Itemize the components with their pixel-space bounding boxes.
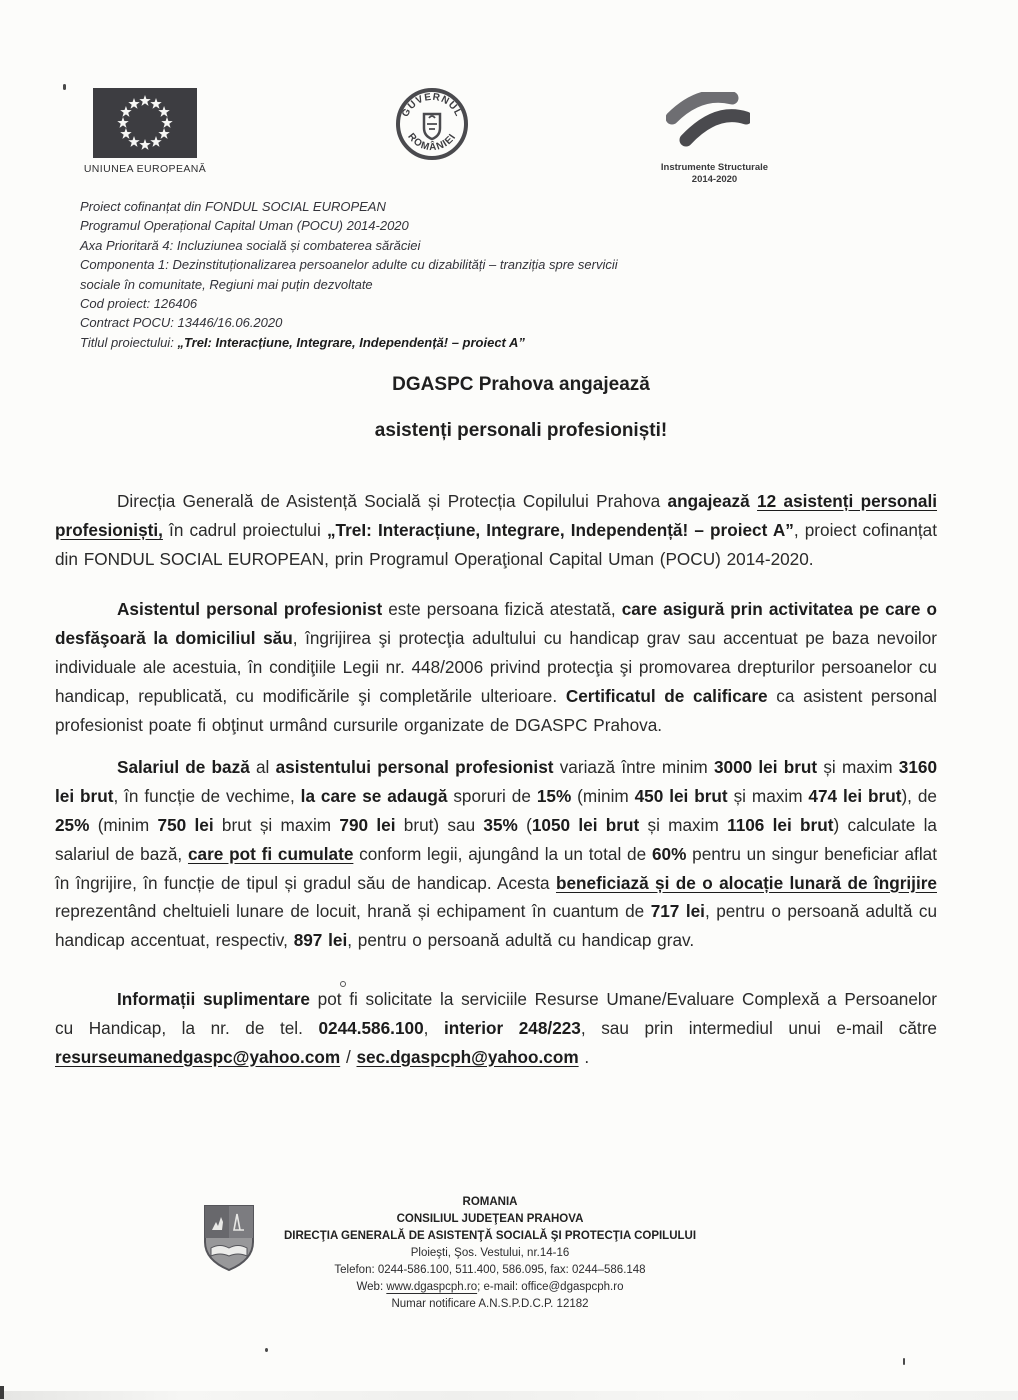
project-info-block [80, 197, 658, 352]
paragraph-contact: Informații suplimentare pot fi solicitate la serviciile Resurse Umane/Evaluare Complexă a Persoanelor cu Handicap, la nr. de tel. 0244.586.100, interior 248/223, sau prin intermediul unui e-mail către resurseumanedgaspc@yahoo.com / sec.dgaspcph@yahoo.com . [55, 988, 938, 1067]
eu-flag-caption: UNIUNEA EUROPEANĂ [83, 163, 207, 175]
paragraph-salary: Salariul de bază al asistentului personal profesionist variază între minim 3000 lei brut și maxim 3160 lei brut, în funcție de vechime, la care se adaugă sporuri de 15% (minim 450 lei brut și maxim 474 lei brut), de 25% (minim 750 lei brut și maxim 790 lei brut) sau 35% (1050 lei brut și maxim 1106 lei brut) calculate la salariul de bază, care pot fi cumulate conform legii, ajungând la un total de 60% pentru un singur beneficiar aflat în îngrijire, în funcție de tipul și gradul său de handicap. Acesta beneficiază și de o alocație lunară de îngrijire reprezentând cheltuieli lunare de locuit, hrană și echipament în cuantum de 717 lei, pentru o persoană adultă cu handicap accentuat, respectiv, 897 lei, pentru o persoană adultă cu handicap grav. [55, 757, 938, 951]
project-info-line-code: Cod proiect: 126406 [80, 296, 198, 312]
footer-phone: Telefon: 0244-586.100, 511.400, 586.095, fax: 0244–586.148 [334, 1264, 646, 1276]
announcement-title-block [12, 374, 1018, 442]
structural-instruments-caption-line1: Instrumente Structurale [660, 162, 769, 173]
structural-instruments-logo-icon [666, 92, 750, 160]
footer-country: ROMANIA [462, 1196, 518, 1208]
government-romania-seal-icon [396, 88, 468, 160]
scan-edge-band [0, 1391, 1018, 1400]
scan-speck [340, 981, 346, 987]
project-info-line-contract: Contract POCU: 13446/16.06.2020 [80, 315, 283, 331]
footer-county-council: CONSILIUL JUDEŢEAN PRAHOVA [396, 1213, 584, 1225]
eu-flag-icon [93, 88, 197, 158]
project-info-line-component: Componenta 1: Dezinstituționalizarea persoanelor adulte cu dizabilități – tranziția spre servicii sociale în comunitate, Regiuni mai puțin dezvoltate [80, 257, 618, 292]
footer-notification-number: Numar notificare A.N.S.P.D.C.P. 12182 [391, 1298, 589, 1310]
project-info-line-axis: Axa Prioritară 4: Incluziunea socială și combaterea sărăciei [80, 237, 421, 253]
scan-speck [903, 1358, 905, 1365]
scan-speck [63, 84, 66, 90]
footer-web-email: Web: www.dgaspcph.ro; e-mail: office@dgaspcph.ro [356, 1281, 624, 1293]
project-info-line-title: Titlul proiectului: „TreI: Interacțiune, Integrare, Independență! – proiect A” [80, 334, 525, 350]
structural-instruments-caption-line2: 2014-2020 [691, 173, 738, 185]
scan-corner-mark [0, 1386, 4, 1399]
paragraph-role-description: Asistentul personal profesionist este persoana fizică atestată, care asigură prin activitatea pe care o desfăşoară la domiciliul său, îngrijirea şi protecţia adultului cu handicap grav sau accentuat pe baza nevoilor individuale ale acestuia, în condiţiile Legii nr. 448/2006 privind protecţia şi promovarea drepturilor persoanelor cu handicap, republicată, cu modificările şi completările ulterioare. Certificatul de calificare ca asistent personal profesionist poate fi obţinut urmând cursurile organizate de DGASPC Prahova. [55, 599, 937, 735]
svg-text:ROMÂNIEI: ROMÂNIEI [405, 131, 459, 154]
project-info-line-funding: Proiect cofinanțat din FONDUL SOCIAL EUROPEAN [80, 199, 386, 214]
project-info-line-program: Programul Operațional Capital Uman (POCU) 2014-2020 [80, 218, 409, 234]
structural-instruments-caption [642, 162, 787, 185]
svg-text:GUVERNUL: GUVERNUL [400, 91, 464, 119]
footer-institution-block [160, 1194, 820, 1313]
scan-speck [265, 1348, 268, 1352]
announcement-body [55, 487, 937, 1071]
paragraph-hiring: Direcția Generală de Asistență Socială și Protecția Copilului Prahova angajează 12 asistenți personali profesioniști, în cadrul proiectului „TreI: Interacțiune, Integrare, Independență! – proiect A”, proiect cofinanțat din FONDUL SOCIAL EUROPEAN, prin Programul Operaţional Capital Uman (POCU) 2014-2020. [55, 491, 938, 569]
footer-institution-name: DIRECŢIA GENERALĂ DE ASISTENŢĂ SOCIALĂ ŞI PROTECŢIA COPILULUI [283, 1230, 697, 1242]
footer-address: Ploieşti, Şos. Vestului, nr.14-16 [410, 1247, 570, 1259]
page-subtitle: asistenți personali profesioniști! [374, 420, 668, 441]
page-title: DGASPC Prahova angajează [392, 374, 650, 395]
